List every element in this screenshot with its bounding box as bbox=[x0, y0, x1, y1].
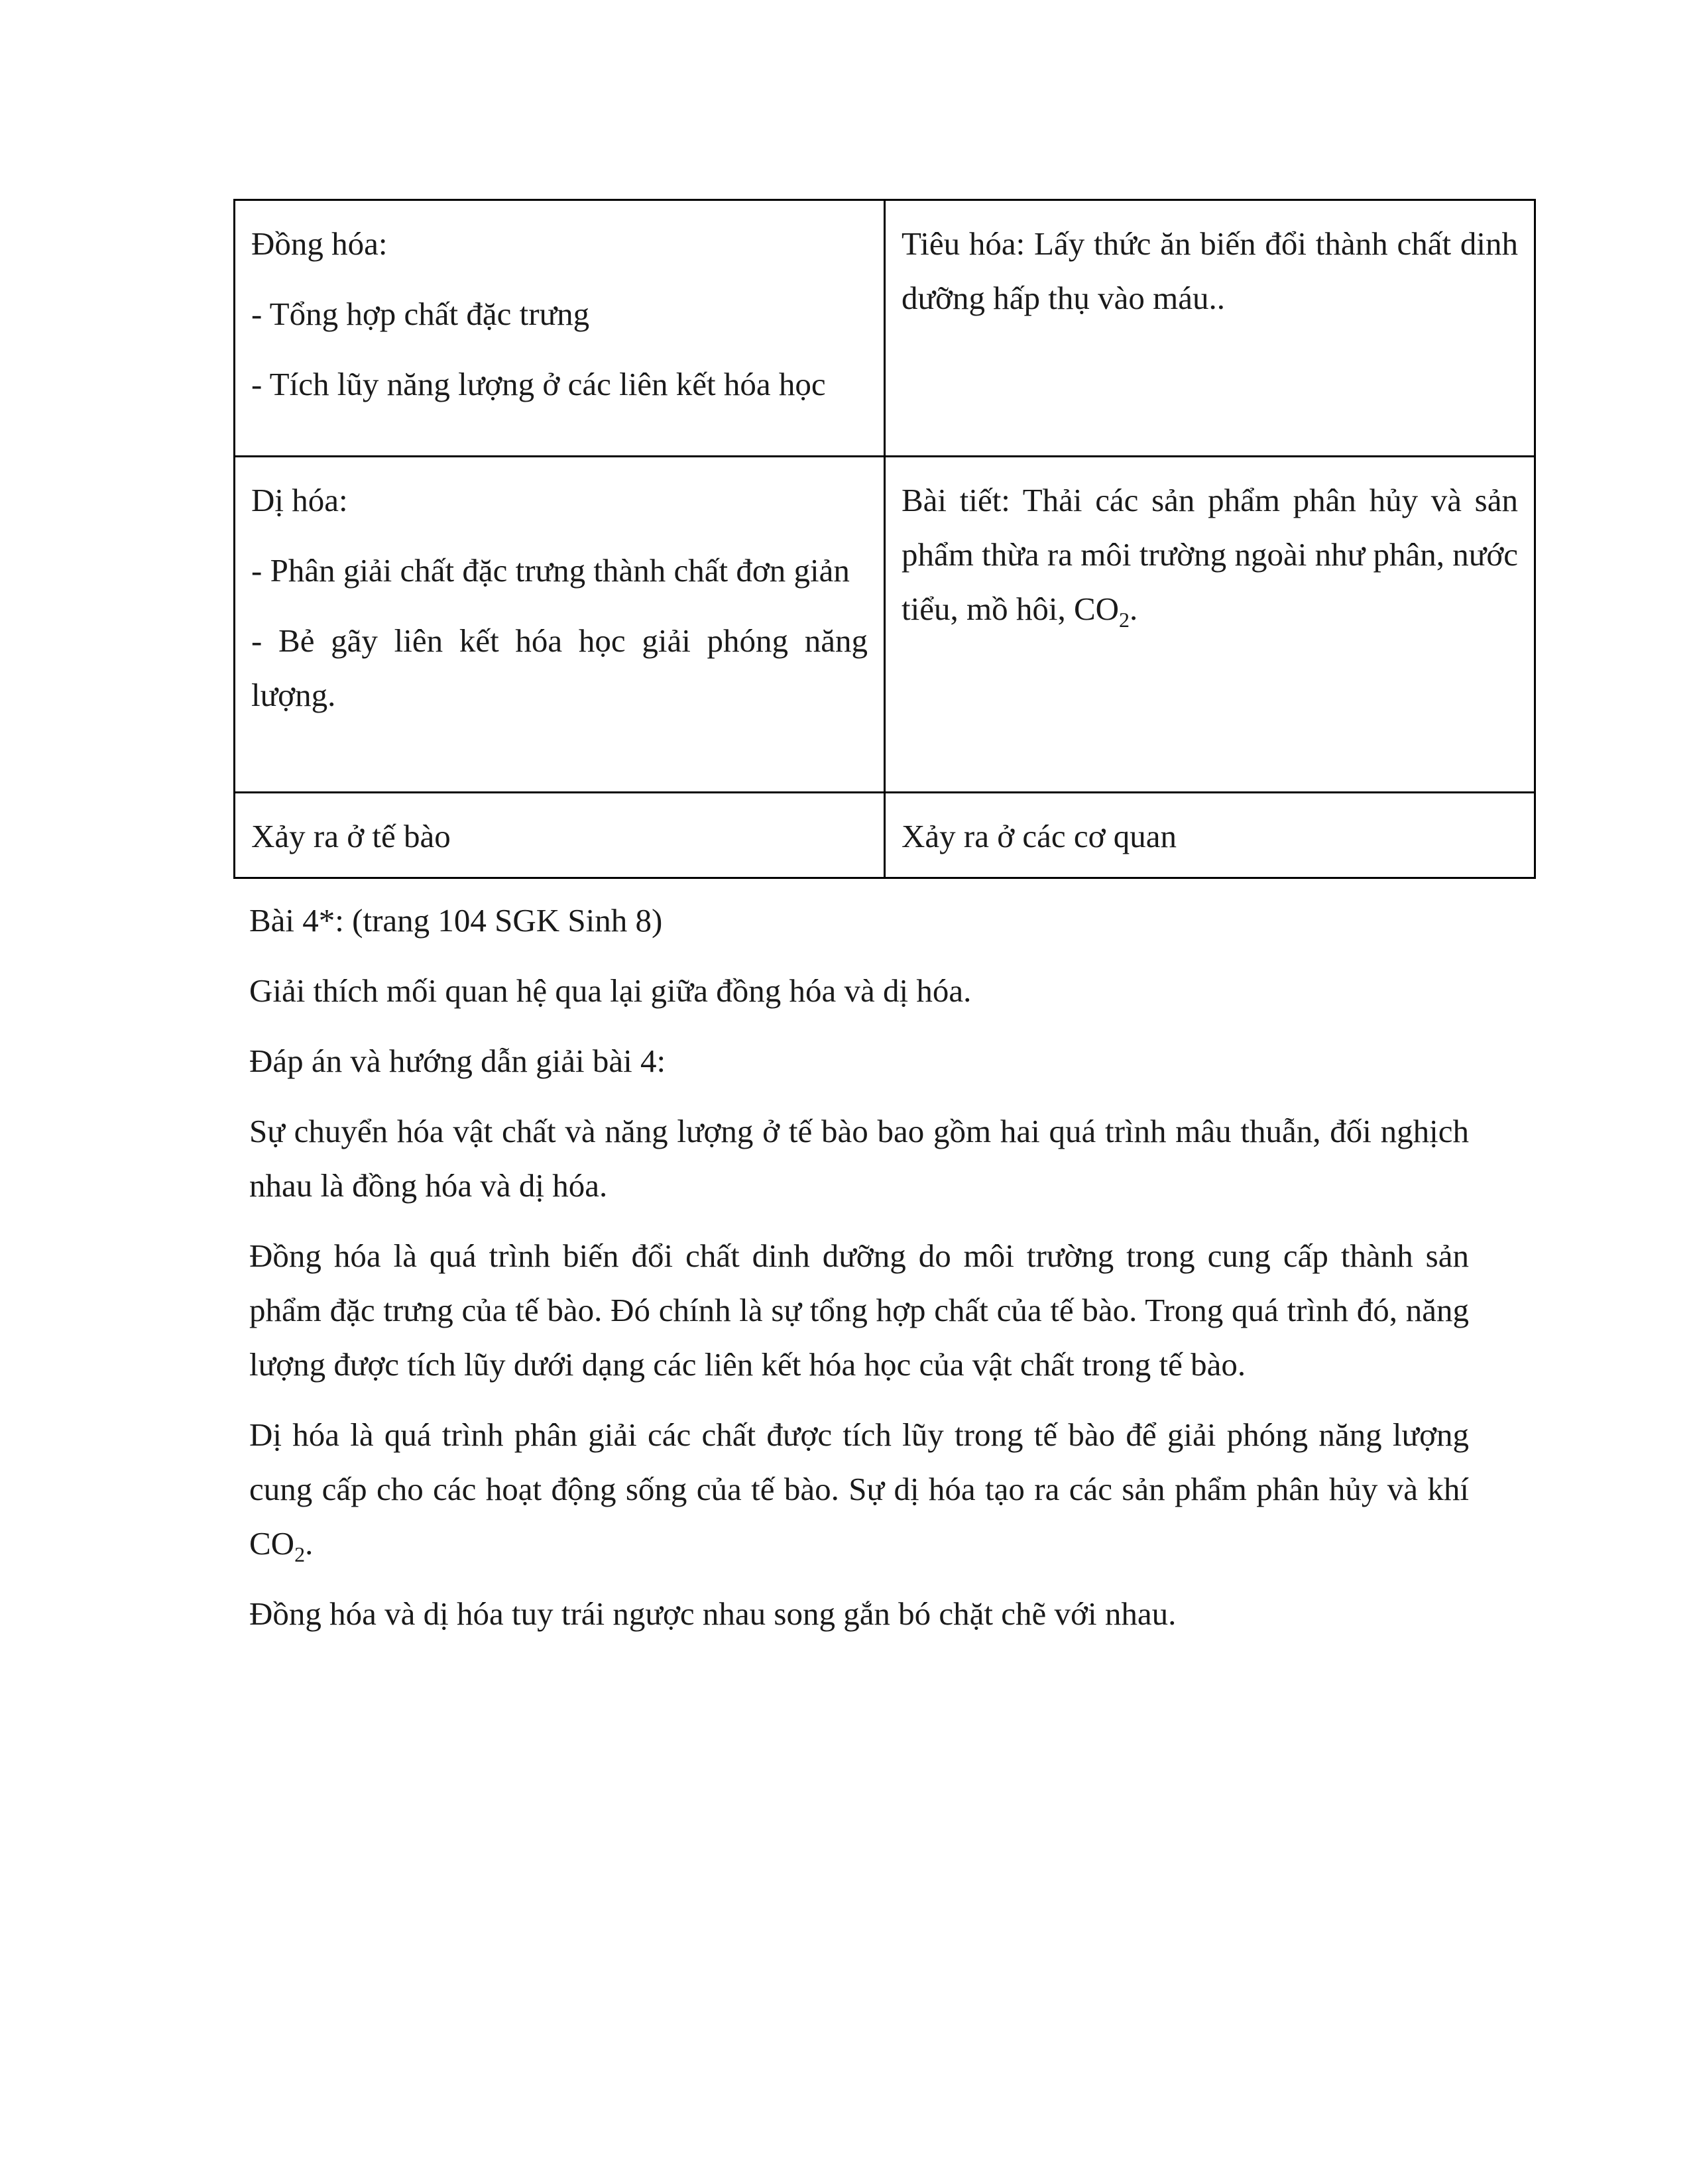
table-cell-location-cell bbox=[235, 793, 885, 878]
table-cell-dissimilation bbox=[235, 457, 885, 793]
paragraph-end: . bbox=[305, 1525, 314, 1562]
table-cell-assimilation bbox=[235, 200, 885, 457]
cell-line: - Tổng hợp chất đặc trưng bbox=[251, 296, 590, 332]
table-row bbox=[235, 793, 1535, 878]
table-cell-location-organ bbox=[885, 793, 1535, 878]
cell-line: - Phân giải chất đặc trưng thành chất đơn giản bbox=[251, 552, 850, 589]
paragraph-text: Dị hóa là quá trình phân giải các chất được tích lũy trong tế bào để giải phóng năng lượng cung cấp cho các hoạt động sống của tế bào. Sự dị hóa tạo ra các sản phẩm phân hủy và khí CO bbox=[249, 1416, 1469, 1562]
table-cell-excretion bbox=[885, 457, 1535, 793]
table-cell-digestion bbox=[885, 200, 1535, 457]
cell-text: Xảy ra ở tế bào bbox=[251, 818, 451, 854]
comparison-table bbox=[233, 199, 1536, 879]
exercise-title: Bài 4*: (trang 104 SGK Sinh 8) bbox=[249, 902, 663, 939]
cell-title: Dị hóa: bbox=[251, 482, 348, 518]
subscript: 2 bbox=[1119, 607, 1130, 632]
cell-text: Xảy ra ở các cơ quan bbox=[902, 818, 1177, 854]
cell-text-main: Bài tiết: Thải các sản phẩm phân hủy và sản phẩm thừa ra môi trường ngoài như phân, nước tiểu, mồ hôi, CO bbox=[902, 482, 1518, 627]
answer-heading: Đáp án và hướng dẫn giải bài 4: bbox=[249, 1043, 666, 1079]
paragraph bbox=[233, 1408, 1469, 1571]
paragraph: Đồng hóa là quá trình biến đổi chất dinh dưỡng do môi trường trong cung cấp thành sản phẩm đặc trưng của tế bào. Đó chính là sự tổng hợp chất của tế bào. Trong quá trình đó, năng lượng được tích lũy dưới dạng các liên kết hóa học của vật chất trong tế bào. bbox=[249, 1237, 1469, 1383]
paragraph: Sự chuyển hóa vật chất và năng lượng ở tế bào bao gồm hai quá trình mâu thuẫn, đối nghịch nhau là đồng hóa và dị hóa. bbox=[249, 1113, 1469, 1204]
cell-line: - Bẻ gãy liên kết hóa học giải phóng năng lượng. bbox=[251, 622, 868, 713]
subscript: 2 bbox=[294, 1542, 306, 1566]
table-row bbox=[235, 200, 1535, 457]
cell-title: Đồng hóa: bbox=[251, 225, 388, 262]
paragraph: Đồng hóa và dị hóa tuy trái ngược nhau song gắn bó chặt chẽ với nhau. bbox=[249, 1595, 1177, 1632]
question-text: Giải thích mối quan hệ qua lại giữa đồng hóa và dị hóa. bbox=[249, 972, 972, 1009]
cell-text-end: . bbox=[1130, 591, 1138, 627]
table-row bbox=[235, 457, 1535, 793]
cell-text bbox=[902, 473, 1518, 636]
cell-line: - Tích lũy năng lượng ở các liên kết hóa học bbox=[251, 366, 826, 402]
cell-text: Tiêu hóa: Lấy thức ăn biến đổi thành chất dinh dưỡng hấp thụ vào máu.. bbox=[902, 225, 1518, 316]
document-page bbox=[233, 199, 1518, 1657]
